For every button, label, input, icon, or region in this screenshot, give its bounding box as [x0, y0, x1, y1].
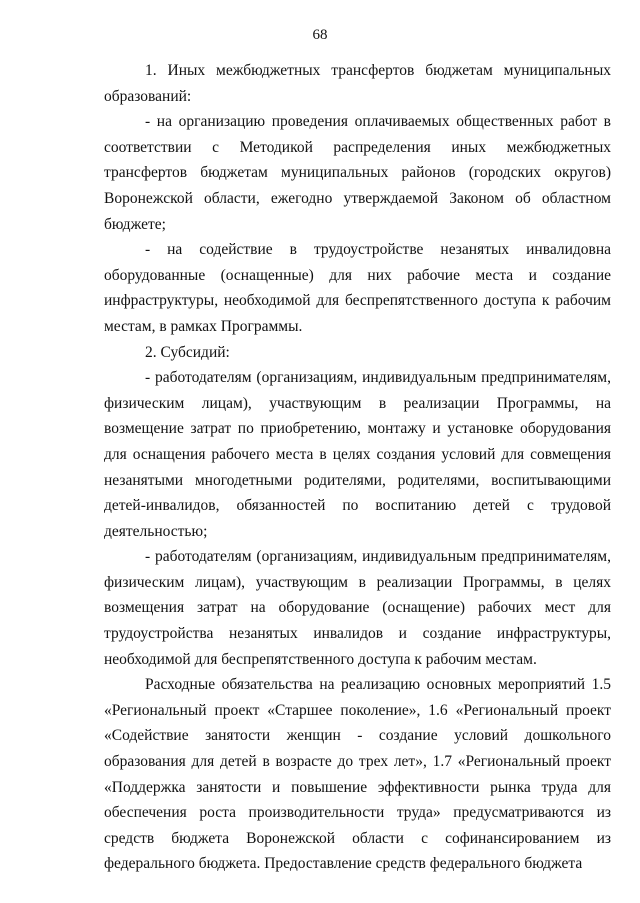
paragraph-transfers-heading: 1. Иных межбюджетных трансфертов бюджетам муниципальных образований: — [104, 62, 611, 105]
paragraph-employers-disabled: - работодателям (организациям, индивидуальным предпринимателям, физическим лицам), участвующим в реализации Программы, в целях возмещения затрат на оборудование (оснащение) рабочих мест для трудоустройства незанятых инвалидов и создание инфраструктуры, необходимой для беспрепятственного доступа к рабочим местам. — [104, 548, 611, 668]
paragraph-public-works: - на организацию проведения оплачиваемых общественных работ в соответствии с Методикой распределения иных межбюджетных трансфертов бюджетам муниципальных районов (городских округов) Воронежской области, ежегодно утверждаемой Законом об областном бюджете; — [104, 113, 611, 233]
paragraph-disabled-employment: - на содействие в трудоустройстве незанятых инвалидовна оборудованные (оснащенные) для них рабочие места и создание инфраструктуры, необходимой для беспрепятственного доступа к рабочим местам, в рамках Программы. — [104, 241, 611, 335]
paragraph-employers-parents: - работодателям (организациям, индивидуальным предпринимателям, физическим лицам), участвующим в реализации Программы, на возмещение затрат по приобретению, монтажу и установке оборудования для оснащения рабочего места в целях создания условий для совмещения незанятыми многодетными родителями, родителями, воспитывающими детей-инвалидов, обязанностей по воспитанию детей с трудовой деятельностью; — [104, 369, 611, 540]
document-body — [104, 58, 611, 877]
paragraph-subsidies-heading: 2. Субсидий: — [145, 343, 230, 361]
paragraph-expenditure-obligations: Расходные обязательства на реализацию основных мероприятий 1.5 «Региональный проект «Старшее поколение», 1.6 «Региональный проект «Содействие занятости женщин - создание условий дошкольного образования для детей в возрасте до трех лет», 1.7 «Региональный проект «Поддержка занятости и повышение эффективности рынка труда для обеспечения роста производительности труда» предусматриваются из средств бюджета Воронежской области с софинансированием из федерального бюджета. Предоставление средств федерального бюджета — [104, 676, 611, 873]
page-number: 68 — [312, 27, 328, 43]
